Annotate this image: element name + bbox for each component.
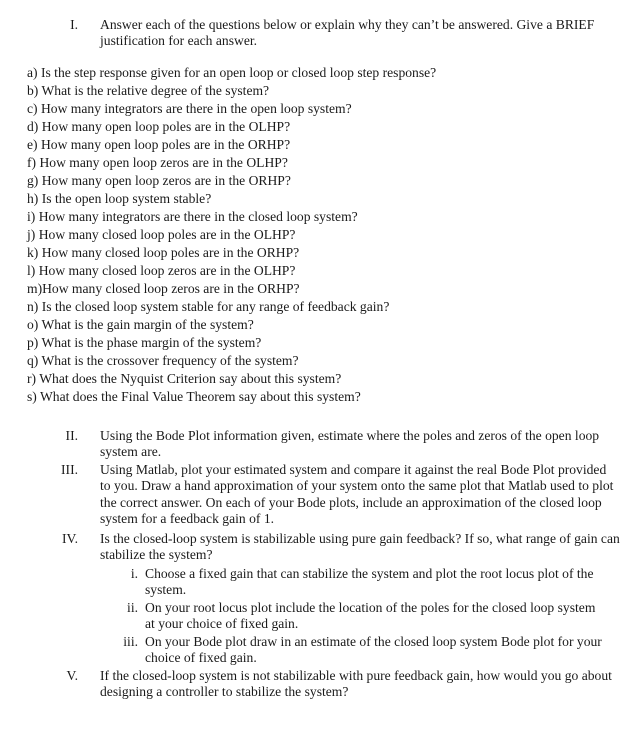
question-m: m)How many closed loop zeros are in the ORHP? bbox=[27, 281, 300, 296]
part-4-text: Is the closed-loop system is stabilizable using pure gain feedback? If so, what range of gain can stabilize the system? bbox=[100, 531, 620, 563]
question-d: d) How many open loop poles are in the OLHP? bbox=[27, 119, 291, 134]
part-5-numeral: V. bbox=[66, 668, 78, 683]
question-i: i) How many integrators are there in the closed loop system? bbox=[27, 209, 358, 224]
question-q: q) What is the crossover frequency of the system? bbox=[27, 353, 299, 368]
question-g: g) How many open loop zeros are in the ORHP? bbox=[27, 173, 291, 188]
part-4-sub-ii-numeral: ii. bbox=[127, 600, 138, 615]
part-5-text: If the closed-loop system is not stabilizable with pure feedback gain, how would you go about designing a controller to stabilize the system? bbox=[100, 668, 612, 700]
part-1-numeral: I. bbox=[70, 17, 78, 32]
part-4-sub-ii-text: On your root locus plot include the location of the poles for the closed loop system at your choice of fixed gain. bbox=[145, 600, 596, 632]
part-3-numeral: III. bbox=[61, 462, 78, 477]
question-c: c) How many integrators are there in the open loop system? bbox=[27, 101, 352, 116]
part-1-instructions: Answer each of the questions below or explain why they can’t be answered. Give a BRIEF justification for each answer. bbox=[100, 17, 595, 49]
part-4-numeral: IV. bbox=[62, 531, 78, 546]
part-4-sub-i-numeral: i. bbox=[130, 566, 138, 581]
question-f: f) How many open loop zeros are in the OLHP? bbox=[27, 155, 288, 170]
part-2-text: Using the Bode Plot information given, estimate where the poles and zeros of the open loop system are. bbox=[100, 428, 600, 460]
part-2-numeral: II. bbox=[65, 428, 78, 443]
part-4-sub-iii-numeral: iii. bbox=[123, 634, 138, 649]
question-s: s) What does the Final Value Theorem say about this system? bbox=[27, 389, 361, 404]
part-4-sub-iii-text: On your Bode plot draw in an estimate of the closed loop system Bode plot for your choice of fixed gain. bbox=[145, 634, 602, 666]
question-a: a) Is the step response given for an open loop or closed loop step response? bbox=[27, 65, 437, 80]
question-r: r) What does the Nyquist Criterion say about this system? bbox=[27, 371, 342, 386]
question-l: l) How many closed loop zeros are in the OLHP? bbox=[27, 263, 296, 278]
question-h: h) Is the open loop system stable? bbox=[27, 191, 212, 206]
part-4-sub-i-text: Choose a fixed gain that can stabilize the system and plot the root locus plot of the system. bbox=[145, 566, 594, 598]
question-j: j) How many closed loop poles are in the OLHP? bbox=[27, 227, 296, 242]
question-b: b) What is the relative degree of the system? bbox=[27, 83, 270, 98]
part-3-text: Using Matlab, plot your estimated system and compare it against the real Bode Plot provided to you. Draw a hand approximation of your system onto the same plot that Matlab used to plot the correct answer. On each of your Bode plots, include an approximation of the closed loop system for a feedback gain of 1. bbox=[100, 462, 614, 527]
question-n: n) Is the closed loop system stable for any range of feedback gain? bbox=[27, 299, 390, 314]
question-p: p) What is the phase margin of the system? bbox=[27, 335, 262, 350]
question-e: e) How many open loop poles are in the ORHP? bbox=[27, 137, 291, 152]
question-k: k) How many closed loop poles are in the ORHP? bbox=[27, 245, 300, 260]
question-o: o) What is the gain margin of the system? bbox=[27, 317, 254, 332]
